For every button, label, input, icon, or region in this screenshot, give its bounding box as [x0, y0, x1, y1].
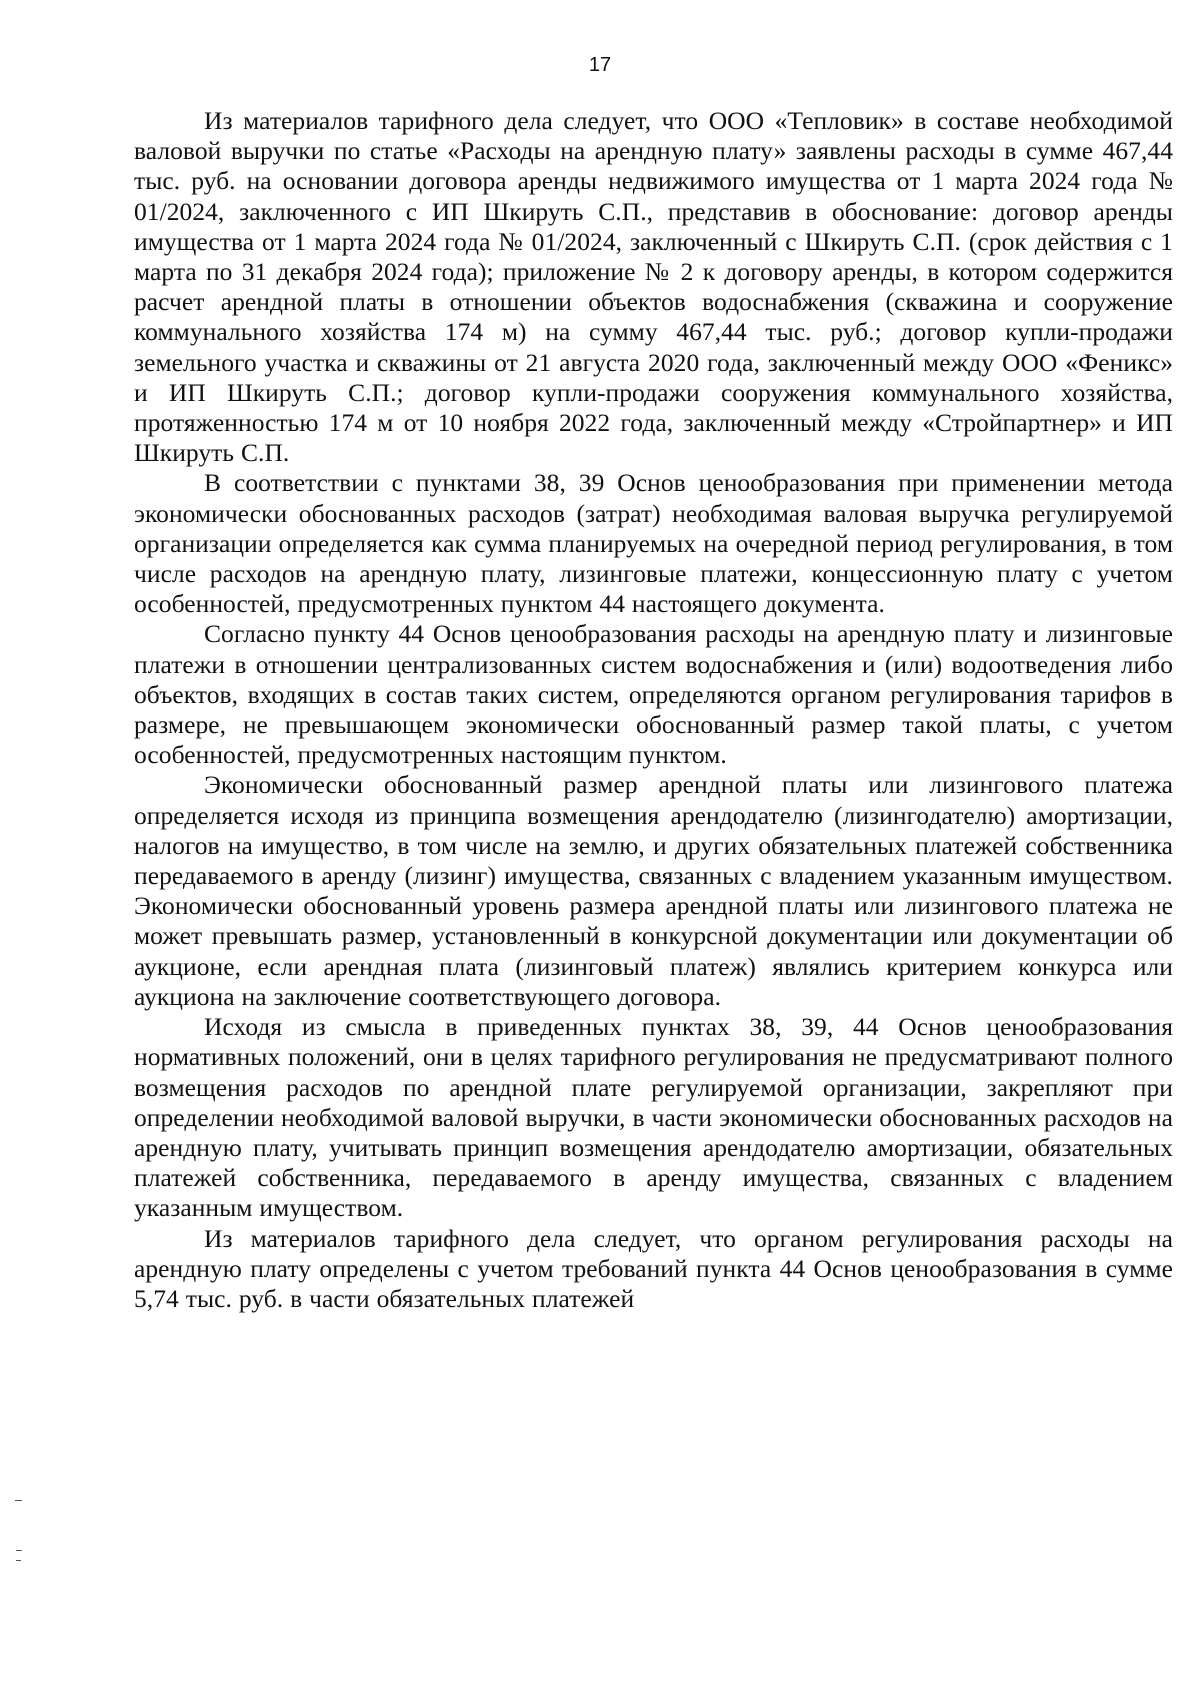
paragraph-claimed-rent-expenses: Из материалов тарифного дела следует, что ООО «Тепловик» в составе необходимой валовой выручки по статье «Расходы на арендную плату» заявлены расходы в сумме 467,44 тыс. руб. на основании договора аренды недвижимого имущества от 1 марта 2024 года № 01/2024, заключенного с ИП Шкируть С.П., представив в обоснование: договор аренды имущества от 1 марта 2024 года № 01/2024, заключенный с Шкируть С.П. (срок действия с 1 марта по 31 декабря 2024 года); приложение № 2 к договору аренды, в котором содержится расчет арендной платы в отношении объектов водоснабжения (скважина и сооружение коммунального хозяйства 174 м) на сумму 467,44 тыс. руб.; договор купли-продажи земельного участка и скважины от 21 августа 2020 года, заключенный между ООО «Феникс» и ИП Шкируть С.П.; договор купли-продажи сооружения коммунального хозяйства, протяженностью 174 м от 10 ноября 2022 года, заключенный между «Стройпартнер» и ИП Шкируть С.П.: [134, 106, 1173, 468]
document-body: [134, 106, 1173, 1314]
paragraph-regulator-decision: Из материалов тарифного дела следует, что органом регулирования расходы на арендную плату определены с учетом требований пункта 44 Основ ценообразования в сумме 5,74 тыс. руб. в части обязательных платежей: [134, 1223, 1173, 1313]
paragraph-pricing-point-44: Согласно пункту 44 Основ ценообразования расходы на арендную плату и лизинговые платежи в отношении централизованных систем водоснабжения и (или) водоотведения либо объектов, входящих в состав таких систем, определяются органом регулирования тарифов в размере, не превышающем экономически обоснованный размер такой платы, с учетом особенностей, предусмотренных настоящим пунктом.: [134, 619, 1173, 770]
scan-artifact: [16, 1560, 21, 1561]
paragraph-interpretation: Исходя из смысла в приведенных пунктах 38, 39, 44 Основ ценообразования нормативных положений, они в целях тарифного регулирования не предусматривают полного возмещения расходов по арендной плате регулируемой организации, закрепляют при определении необходимой валовой выручки, в части экономически обоснованных расходов на арендную плату, учитывать принцип возмещения арендодателю амортизации, обязательных платежей собственника, передаваемого в аренду имущества, связанных с владением указанным имуществом.: [134, 1012, 1173, 1223]
scan-artifact: [16, 1550, 22, 1551]
scan-artifact: [15, 1500, 22, 1501]
paragraph-pricing-points-38-39: В соответствии с пунктами 38, 39 Основ ценообразования при применении метода экономически обоснованных расходов (затрат) необходимая валовая выручка регулируемой организации определяется как сумма планируемых на очередной период регулирования, в том числе расходов на арендную плату, лизинговые платежи, концессионную плату с учетом особенностей, предусмотренных пунктом 44 настоящего документа.: [134, 468, 1173, 619]
paragraph-economically-justified-rent: Экономически обоснованный размер арендной платы или лизингового платежа определяется исходя из принципа возмещения арендодателю (лизингодателю) амортизации, налогов на имущество, в том числе на землю, и других обязательных платежей собственника передаваемого в аренду (лизинг) имущества, связанных с владением указанным имуществом. Экономически обоснованный уровень размера арендной платы или лизингового платежа не может превышать размер, установленный в конкурсной документации или документации об аукционе, если арендная плата (лизинговый платеж) являлись критерием конкурса или аукциона на заключение соответствующего договора.: [134, 770, 1173, 1011]
page-number: 17: [588, 54, 612, 76]
